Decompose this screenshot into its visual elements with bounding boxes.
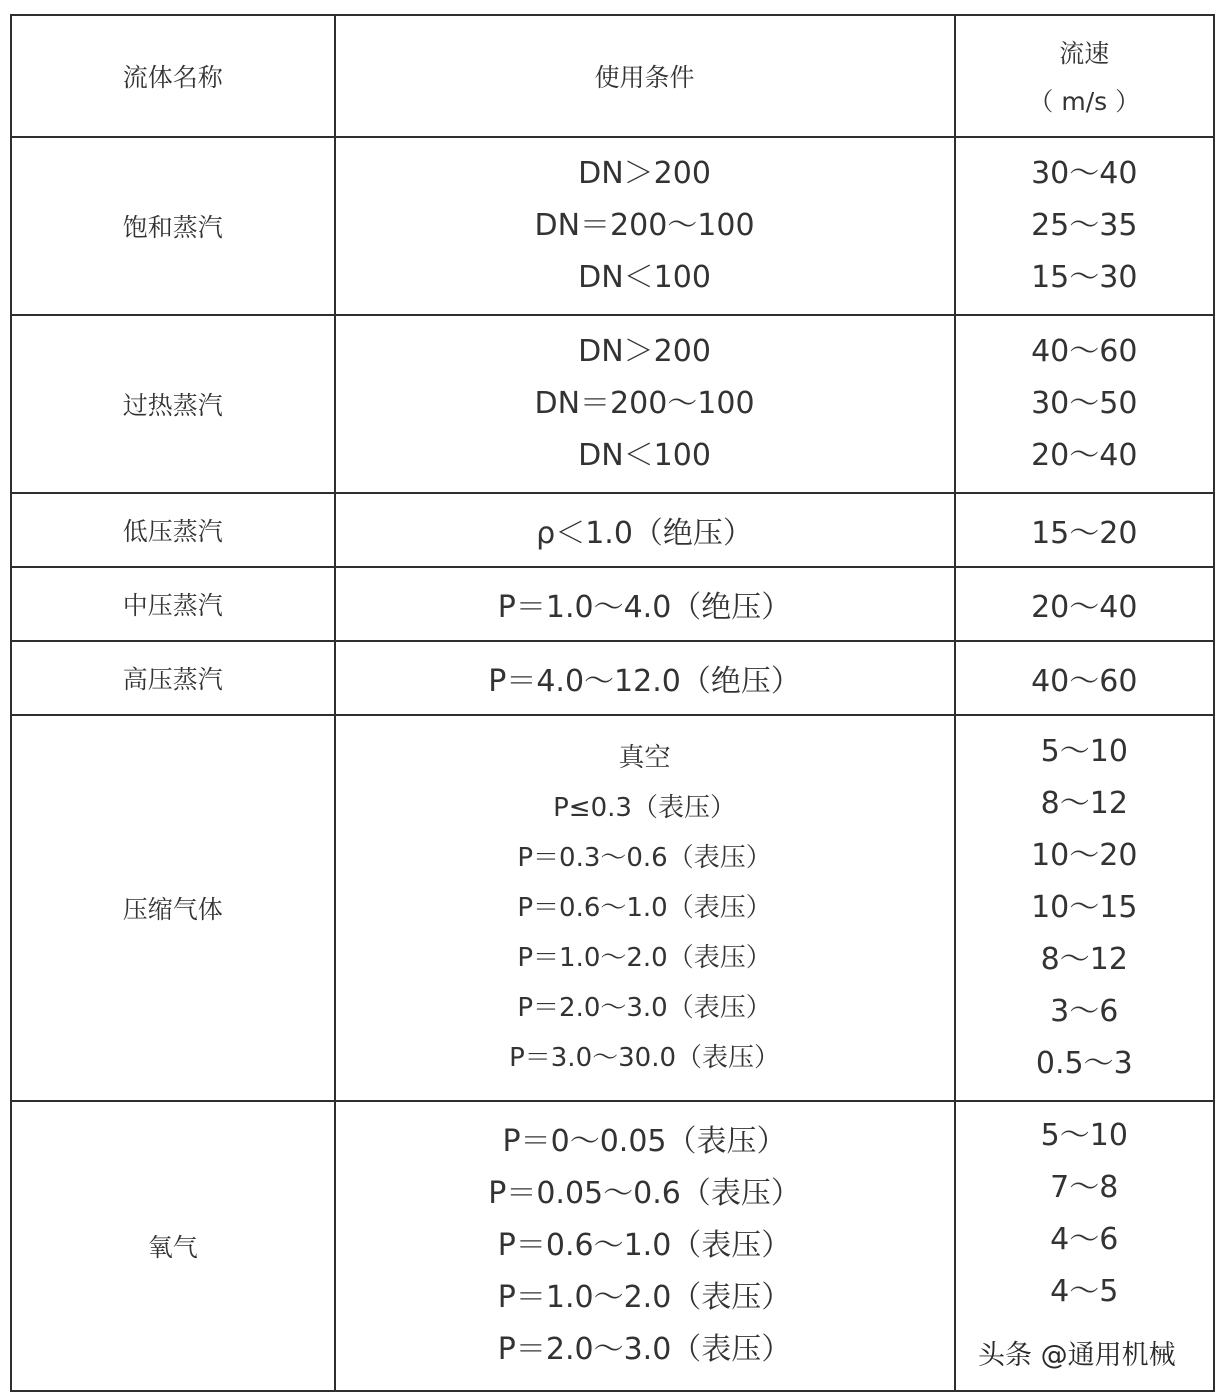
condition-cell <box>335 715 955 1101</box>
table-row <box>11 493 1214 567</box>
rate-cell <box>955 137 1214 315</box>
rate-line: 10～15 <box>1031 890 1138 925</box>
rate-line: 40～60 <box>1031 334 1138 369</box>
rate-line: 0.5～3 <box>1035 1046 1133 1081</box>
watermark-text: 头条 @通用机械 <box>978 1340 1176 1371</box>
table-row <box>11 641 1214 715</box>
condition-line: P＝2.0～3.0（表压） <box>517 993 772 1023</box>
condition-cell <box>335 315 955 493</box>
condition-line: DN＜100 <box>578 260 711 295</box>
rate-line: 30～50 <box>1031 386 1138 421</box>
condition-line: DN＞200 <box>578 156 711 191</box>
rate-line: 30～40 <box>1031 156 1138 191</box>
table-row <box>11 715 1214 1101</box>
header-condition: 使用条件 <box>335 15 955 137</box>
fluid-name: 过热蒸汽 <box>11 315 335 493</box>
header-row <box>11 15 1214 137</box>
rate-line: 8～12 <box>1040 942 1128 977</box>
rate-cell: 20～40 <box>955 567 1214 641</box>
rate-line: 8～12 <box>1040 786 1128 821</box>
table-row <box>11 315 1214 493</box>
rate-cell: 40～60 <box>955 641 1214 715</box>
condition-cell <box>335 1101 955 1391</box>
header-rate-title: 流速 <box>1059 39 1110 68</box>
condition-line: P＝3.0～30.0（表压） <box>509 1043 780 1073</box>
condition-cell: ρ＜1.0（绝压） <box>335 493 955 567</box>
condition-line: DN＝200～100 <box>534 208 755 243</box>
condition-cell: P＝4.0～12.0（绝压） <box>335 641 955 715</box>
fluid-name: 压缩气体 <box>11 715 335 1101</box>
condition-cell <box>335 137 955 315</box>
header-fluid-name: 流体名称 <box>11 15 335 137</box>
condition-line: 真空 <box>618 743 671 773</box>
rate-line: 7～8 <box>1050 1170 1119 1205</box>
condition-line: DN＞200 <box>578 334 711 369</box>
fluid-name: 高压蒸汽 <box>11 641 335 715</box>
condition-line: DN＜100 <box>578 438 711 473</box>
condition-line: P＝1.0～2.0（表压） <box>517 943 772 973</box>
header-rate-unit: （ m/s ） <box>1028 87 1141 116</box>
header-flow-rate <box>955 15 1214 137</box>
fluid-name: 中压蒸汽 <box>11 567 335 641</box>
rate-line: 10～20 <box>1031 838 1138 873</box>
rate-line: 3～6 <box>1050 994 1119 1029</box>
table-row <box>11 137 1214 315</box>
rate-cell: 15～20 <box>955 493 1214 567</box>
fluid-name: 氧气 <box>11 1101 335 1391</box>
flow-rate-table <box>10 14 1215 1392</box>
condition-line: P≤0.3（表压） <box>553 793 736 823</box>
rate-line: 4～6 <box>1050 1222 1119 1257</box>
fluid-name: 饱和蒸汽 <box>11 137 335 315</box>
rate-line: 4～5 <box>1050 1274 1119 1309</box>
condition-line: P＝1.0～2.0（表压） <box>497 1280 792 1315</box>
condition-line: P＝0～0.05（表压） <box>502 1124 787 1159</box>
rate-line: 20～40 <box>1031 438 1138 473</box>
rate-line: 5～10 <box>1040 1118 1128 1153</box>
table-row <box>11 567 1214 641</box>
condition-cell: P＝1.0～4.0（绝压） <box>335 567 955 641</box>
fluid-name: 低压蒸汽 <box>11 493 335 567</box>
condition-line: P＝0.3～0.6（表压） <box>517 843 772 873</box>
rate-cell <box>955 315 1214 493</box>
condition-line: P＝2.0～3.0（表压） <box>497 1332 792 1367</box>
condition-line: DN＝200～100 <box>534 386 755 421</box>
condition-line: P＝0.05～0.6（表压） <box>488 1176 801 1211</box>
rate-line: 25～35 <box>1031 208 1138 243</box>
rate-line: 15～30 <box>1031 260 1138 295</box>
condition-line: P＝0.6～1.0（表压） <box>517 893 772 923</box>
rate-line: 5～10 <box>1040 734 1128 769</box>
condition-line: P＝0.6～1.0（表压） <box>497 1228 792 1263</box>
rate-cell <box>955 715 1214 1101</box>
